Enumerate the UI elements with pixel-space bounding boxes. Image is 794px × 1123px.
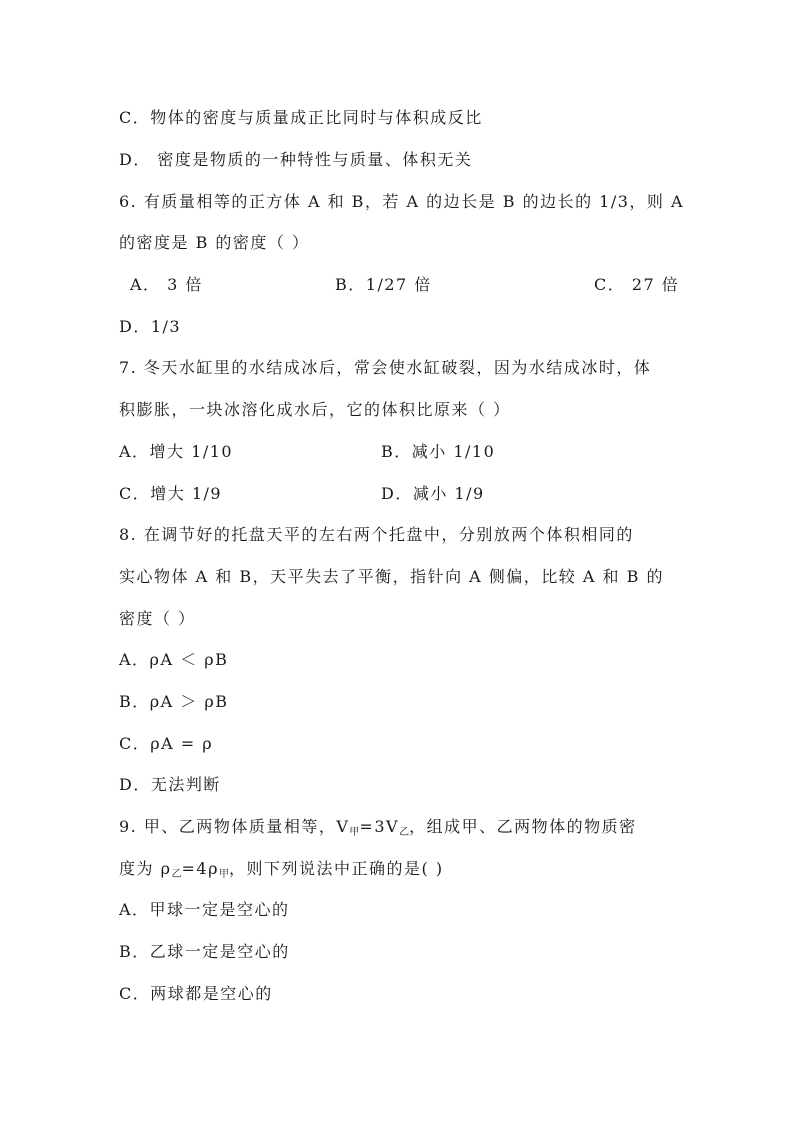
q9-line1-part-a: 9. 甲、乙两物体质量相等，V [119, 817, 350, 836]
q6-option-a: A． 3 倍 [130, 275, 203, 294]
q7-option-b: B．减小 1/10 [381, 442, 496, 461]
q8-option-b: B．ρA ＞ ρB [119, 692, 229, 711]
q7-option-d: D．减小 1/9 [381, 484, 485, 503]
q9-line1-part-c: ，组成甲、乙两物体的物质密 [409, 817, 637, 836]
q8-option-a: A．ρA ＜ ρB [119, 650, 229, 669]
q8-stem-line3: 密度（ ） [119, 609, 196, 628]
q5-option-d: D． 密度是物质的一种特性与质量、体积无关 [119, 150, 473, 169]
q9-line2-part-b: =4ρ [181, 859, 219, 878]
q9-line1-sub-jia: 甲 [349, 827, 360, 838]
q6-option-d: D．1/3 [119, 317, 182, 336]
q6-option-c: C． 27 倍 [594, 275, 680, 294]
q9-line2-sub-jia: 甲 [219, 869, 229, 880]
q8-stem-line2: 实心物体 A 和 B，天平失去了平衡，指针向 A 侧偏，比较 A 和 B 的 [119, 567, 664, 586]
q9-line2-sub-yi: 乙 [171, 869, 182, 880]
q9-line2-part-c: ，则下列说法中正确的是( ) [229, 859, 444, 878]
q9-stem-line2 [119, 859, 444, 882]
q9-line1-sub-yi: 乙 [399, 827, 410, 838]
q8-option-d: D．无法判断 [119, 775, 221, 794]
q9-option-a: A．甲球一定是空心的 [119, 900, 290, 919]
q7-option-a: A．增大 1/10 [119, 442, 234, 461]
q7-stem-line2: 积膨胀，一块冰溶化成水后，它的体积比原来（ ） [119, 400, 511, 419]
q7-stem-line1: 7. 冬天水缸里的水结成冰后，常会使水缸破裂，因为水结成冰时，体 [119, 358, 652, 377]
q8-option-c: C．ρA = ρ [119, 734, 214, 753]
q6-option-b: B．1/27 倍 [335, 275, 432, 294]
q9-option-c: C．两球都是空心的 [119, 984, 273, 1003]
q9-stem-line1 [119, 817, 637, 840]
q9-line2-part-a: 度为 ρ [119, 859, 172, 878]
q8-stem-line1: 8. 在调节好的托盘天平的左右两个托盘中，分别放两个体积相同的 [119, 525, 634, 544]
q5-option-c: C．物体的密度与质量成正比同时与体积成反比 [119, 108, 483, 127]
q6-stem-line2: 的密度是 B 的密度（ ） [119, 233, 310, 252]
q9-option-b: B．乙球一定是空心的 [119, 942, 290, 961]
q9-line1-part-b: =3V [359, 817, 400, 836]
q6-stem-line1: 6. 有质量相等的正方体 A 和 B，若 A 的边长是 B 的边长的 1/3，则 A [119, 192, 685, 211]
q7-option-c: C．增大 1/9 [119, 484, 223, 503]
